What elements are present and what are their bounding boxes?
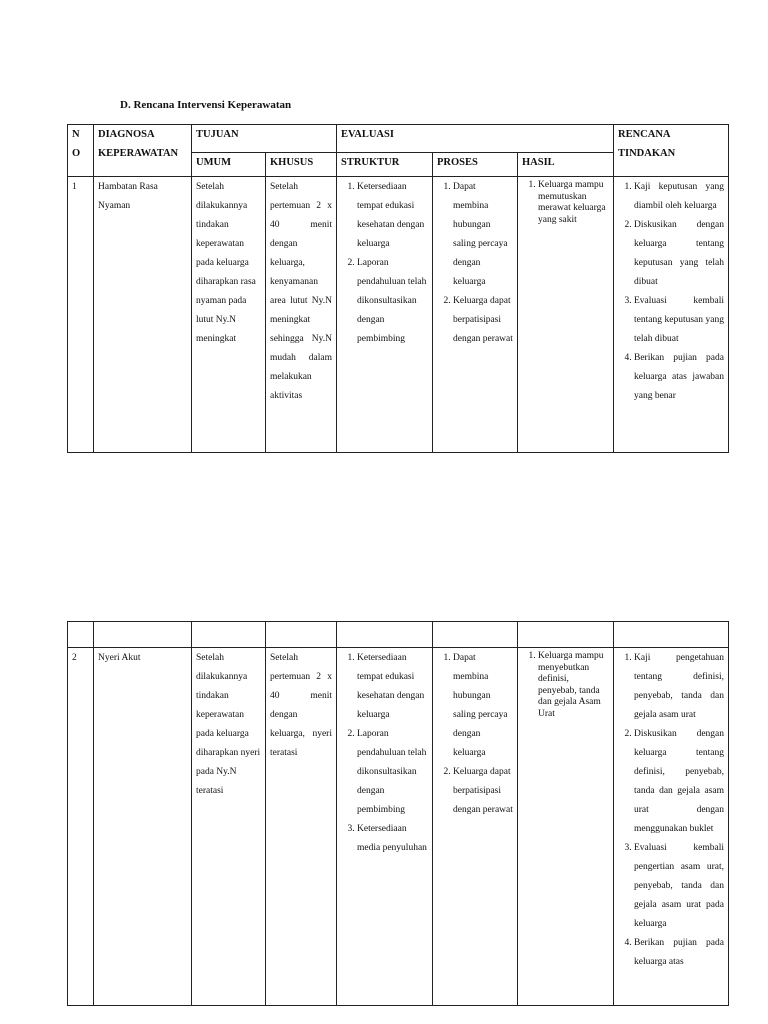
header-tujuan: TUJUAN: [192, 125, 337, 153]
list-item: 2. Keluarga dapat berpatisipasi dengan perawat: [453, 763, 513, 820]
cell-rencana: [614, 648, 729, 1006]
header-rencana: RENCANA TINDAKAN: [614, 125, 729, 177]
list-item: 1. Keluarga mampu menyebutkan definisi, penyebab, tanda dan gejala Asam Urat: [538, 651, 609, 720]
cell-khusus: Setelah pertemuan 2 x 40 menit dengan keluarga, kenyamanan area lutut Ny.N meningkat sehingga Ny.N mudah dalam melakukan aktivitas: [266, 177, 337, 453]
cell-proses: [433, 648, 518, 1006]
list-item: 3. Evaluasi kembali pengertian asam urat, penyebab, tanda dan gejala asam urat pada keluarga: [634, 839, 724, 934]
cell-khusus: Setelah pertemuan 2 x 40 menit dengan keluarga, nyeri teratasi: [266, 648, 337, 1006]
list-item: 1. Ketersediaan tempat edukasi kesehatan dengan keluarga: [357, 178, 428, 254]
cell-hasil: [518, 648, 614, 1006]
list-item: 4. Berikan pujian pada keluarga atas: [634, 934, 724, 972]
header-khusus: KHUSUS: [266, 153, 337, 177]
cell-umum: Setelah dilakukannya tindakan keperawatan pada keluarga diharapkan rasa nyaman pada lutut Ny.N meningkat: [192, 177, 266, 453]
list-item: 1. Dapat membina hubungan saling percaya dengan keluarga: [453, 649, 513, 763]
table-row: [68, 648, 729, 1006]
list-item: 2. Keluarga dapat berpatisipasi dengan perawat: [453, 292, 513, 349]
list-item: 2. Diskusikan dengan keluarga tentang keputusan yang telah dibuat: [634, 216, 724, 292]
cell-hasil: [518, 177, 614, 453]
cell-no: 2: [68, 648, 94, 1006]
list-item: 1. Kaji keputusan yang diambil oleh keluarga: [634, 178, 724, 216]
list-item: 1. Kaji pengetahuan tentang definisi, penyebab, tanda dan gejala asam urat: [634, 649, 724, 725]
list-item: 1. Keluarga mampu memutuskan merawat keluarga yang sakit: [538, 180, 609, 226]
list-item: 2. Diskusikan dengan keluarga tentang definisi, penyebab, tanda dan gejala asam urat dengan menggunakan buklet: [634, 725, 724, 839]
header-proses: PROSES: [433, 153, 518, 177]
table-row: [68, 177, 729, 453]
cell-struktur: [337, 648, 433, 1006]
header-evaluasi: EVALUASI: [337, 125, 614, 153]
cell-no: 1: [68, 177, 94, 453]
header-struktur: STRUKTUR: [337, 153, 433, 177]
cell-umum: Setelah dilakukannya tindakan keperawatan pada keluarga diharapkan nyeri pada Ny.N teratasi: [192, 648, 266, 1006]
cell-diagnosa: Hambatan Rasa Nyaman: [94, 177, 192, 453]
cell-rencana: [614, 177, 729, 453]
list-item: 1. Dapat membina hubungan saling percaya dengan keluarga: [453, 178, 513, 292]
blank-header-row: [68, 622, 729, 648]
header-diagnosa: DIAGNOSA KEPERAWATAN: [94, 125, 192, 177]
cell-diagnosa: Nyeri Akut: [94, 648, 192, 1006]
cell-proses: [433, 177, 518, 453]
list-item: 2. Laporan pendahuluan telah dikonsultasikan dengan pembimbing: [357, 725, 428, 820]
list-item: 3. Ketersediaan media penyuluhan: [357, 820, 428, 858]
intervention-table-1: [67, 124, 729, 453]
list-item: 3. Evaluasi kembali tentang keputusan yang telah dibuat: [634, 292, 724, 349]
header-no: N O: [68, 125, 94, 177]
intervention-table-2: [67, 621, 729, 1006]
list-item: 4. Berikan pujian pada keluarga atas jawaban yang benar: [634, 349, 724, 406]
cell-struktur: [337, 177, 433, 453]
header-hasil: HASIL: [518, 153, 614, 177]
header-umum: UMUM: [192, 153, 266, 177]
section-heading: D. Rencana Intervensi Keperawatan: [120, 99, 292, 111]
list-item: 1. Ketersediaan tempat edukasi kesehatan dengan keluarga: [357, 649, 428, 725]
list-item: 2. Laporan pendahuluan telah dikonsultasikan dengan pembimbing: [357, 254, 428, 349]
